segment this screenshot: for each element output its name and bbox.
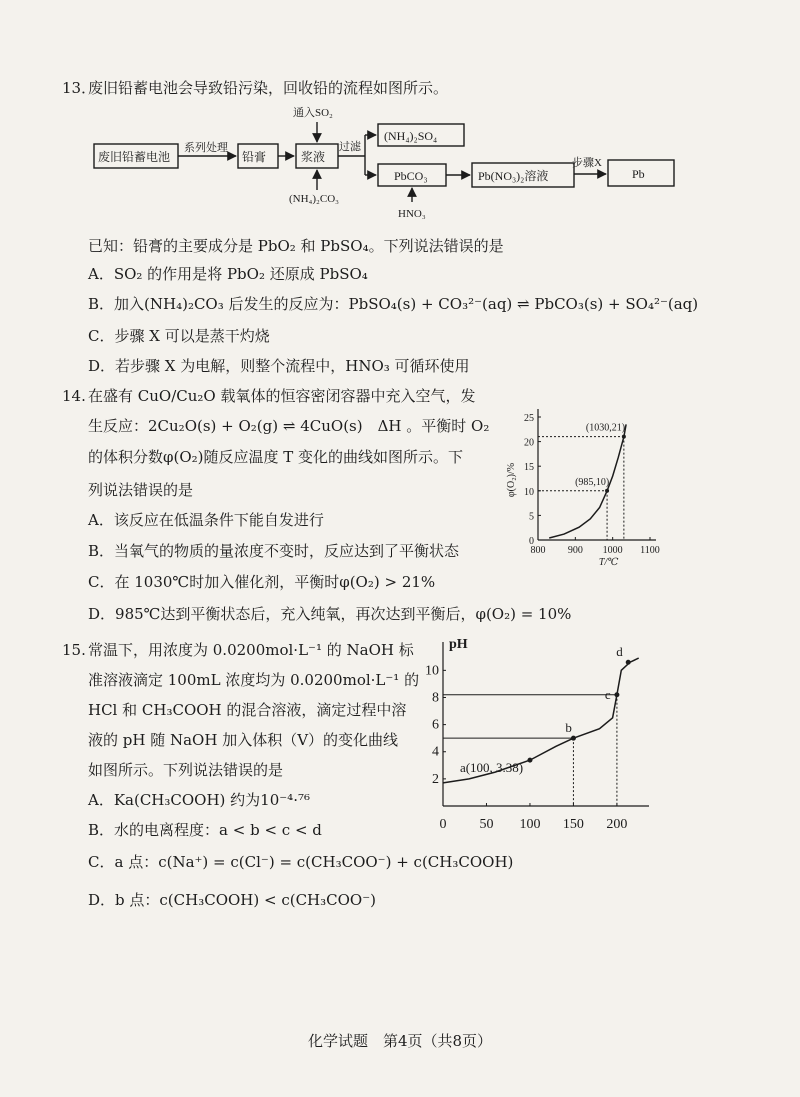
q13-option-a: A．SO₂ 的作用是将 PbO₂ 还原成 PbSO₄ bbox=[88, 265, 368, 283]
x-tick-label: 150 bbox=[562, 817, 584, 832]
flow-text-stepx: 步骤X bbox=[572, 157, 602, 169]
q15-stem-line1: 常温下，用浓度为 0.0200mol·L⁻¹ 的 NaOH 标 bbox=[88, 641, 414, 659]
y-tick-label: 4 bbox=[432, 744, 439, 760]
q15-chart bbox=[415, 636, 655, 846]
x-tick-label: 1100 bbox=[640, 545, 660, 556]
q13-flowchart bbox=[80, 100, 700, 228]
q15-option-a: A．Ka(CH₃COOH) 约为10⁻⁴·⁷⁶ bbox=[88, 791, 310, 809]
q14-stem-line3: 的体积分数φ(O₂)随反应温度 T 变化的曲线如图所示。下 bbox=[88, 448, 464, 466]
data-point bbox=[571, 736, 576, 741]
q15-option-b: B．水的电离程度：a < b < c < d bbox=[88, 821, 322, 839]
point-label: b bbox=[565, 720, 572, 736]
flow-text-pbno3: Pb(NO₃)₂溶液 bbox=[478, 169, 549, 183]
data-point bbox=[622, 435, 626, 439]
y-tick-label: 2 bbox=[432, 771, 439, 787]
q15-stem-line3: HCl 和 CH₃COOH 的混合溶液，滴定过程中溶 bbox=[88, 701, 407, 719]
x-tick-label: 100 bbox=[519, 817, 541, 832]
data-point bbox=[605, 489, 609, 493]
flow-text-pbco3: PbCO₃ bbox=[394, 169, 428, 183]
flow-text-filter: 过滤 bbox=[339, 141, 361, 153]
flow-text-paste: 铅膏 bbox=[242, 150, 267, 164]
x-tick-label: 0 bbox=[439, 817, 447, 832]
x-axis-label: T/℃ bbox=[598, 557, 619, 568]
y-tick-label: 5 bbox=[529, 511, 534, 523]
y-tick-label: 6 bbox=[432, 717, 439, 733]
y-tick-label: 10 bbox=[524, 486, 534, 498]
y-tick-label: 20 bbox=[524, 437, 534, 449]
flow-text-nh4so4: (NH₄)₂SO₄ bbox=[384, 129, 438, 143]
x-tick-label: 800 bbox=[530, 545, 546, 556]
q15-option-c: C．a 点：c(Na⁺) = c(Cl⁻) = c(CH₃COO⁻) + c(CH₃COOH) bbox=[88, 853, 514, 871]
q13-number: 13． bbox=[62, 79, 97, 97]
data-point bbox=[614, 692, 619, 697]
x-tick-label: 1000 bbox=[602, 545, 623, 556]
q14-number: 14. bbox=[62, 387, 86, 405]
q14-stem-line2: 生反应：2Cu₂O(s) + O₂(g) ⇌ 4CuO(s) ΔH 。平衡时 O₂ bbox=[88, 417, 490, 435]
q14-option-a: A．该反应在低温条件下能自发进行 bbox=[88, 511, 324, 529]
point-label: c bbox=[604, 686, 611, 702]
q13-option-b: B．加入(NH₄)₂CO₃ 后发生的反应为：PbSO₄(s) + CO₃²⁻(aq) ⇌ PbCO₃(s) + SO₄²⁻(aq) bbox=[88, 295, 699, 313]
x-tick-label: 900 bbox=[567, 545, 583, 556]
flow-text-hno3: HNO₃ bbox=[398, 208, 426, 220]
y-tick-label: 10 bbox=[425, 663, 439, 679]
q14-stem-line1: 在盛有 CuO/Cu₂O 载氧体的恒容密闭容器中充入空气，发 bbox=[88, 387, 476, 405]
q15-number: 15. bbox=[62, 641, 86, 659]
q14-option-c: C．在 1030℃时加入催化剂，平衡时φ(O₂) > 21% bbox=[88, 573, 436, 591]
x-tick-label: 200 bbox=[606, 817, 628, 832]
y-tick-label: 8 bbox=[432, 690, 439, 706]
point-label: a(100, 3.38) bbox=[459, 760, 524, 776]
y-tick-label: 25 bbox=[524, 413, 534, 424]
q13-option-c: C．步骤 X 可以是蒸干灼烧 bbox=[88, 327, 270, 345]
x-tick-label: 50 bbox=[479, 817, 494, 832]
q15-stem-line4: 液的 pH 随 NaOH 加入体积（V）的变化曲线 bbox=[88, 731, 399, 749]
q15-stem-line5: 如图所示。下列说法错误的是 bbox=[88, 761, 284, 779]
flow-text-so2: 通入SO₂ bbox=[293, 107, 333, 119]
y-axis-label: pH bbox=[449, 637, 468, 652]
data-point bbox=[626, 660, 631, 665]
q15-option-d: D．b 点：c(CH₃COOH) < c(CH₃COO⁻) bbox=[88, 891, 376, 909]
flow-text-process: 系列处理 bbox=[184, 142, 228, 154]
flow-text-nh4co3: (NH₄)₂CO₃ bbox=[289, 193, 339, 205]
q14-option-b: B．当氧气的物质的量浓度不变时，反应达到了平衡状态 bbox=[88, 542, 460, 560]
y-tick-label: 0 bbox=[529, 536, 534, 547]
y-tick-label: 15 bbox=[524, 462, 534, 474]
q13-option-d: D．若步骤 X 为电解，则整个流程中，HNO₃ 可循环使用 bbox=[88, 357, 470, 375]
q14-chart bbox=[500, 395, 670, 575]
data-point bbox=[527, 758, 532, 763]
q14-stem-line4: 列说法错误的是 bbox=[88, 481, 194, 499]
point-label: d bbox=[616, 644, 623, 660]
point-label: (985,10) bbox=[575, 476, 610, 488]
q13-stem: 废旧铅蓄电池会导致铅污染，回收铅的流程如图所示。 bbox=[88, 79, 449, 97]
y-axis-label: φ(O₂)/% bbox=[506, 462, 517, 498]
q15-stem-line2: 准溶液滴定 100mL 浓度均为 0.0200mol·L⁻¹ 的 bbox=[88, 671, 420, 689]
flow-text-pb: Pb bbox=[632, 167, 645, 181]
point-label: (1030,21) bbox=[585, 422, 626, 434]
flow-text-battery: 废旧铅蓄电池 bbox=[98, 150, 171, 164]
page-footer: 化学试题 第4页（共8页） bbox=[307, 1032, 493, 1050]
flow-text-slurry: 浆液 bbox=[301, 150, 326, 164]
q14-option-d: D．985℃达到平衡状态后，充入纯氧，再次达到平衡后，φ(O₂) = 10% bbox=[88, 605, 572, 623]
q13-known: 已知：铅膏的主要成分是 PbO₂ 和 PbSO₄。下列说法错误的是 bbox=[88, 237, 504, 255]
